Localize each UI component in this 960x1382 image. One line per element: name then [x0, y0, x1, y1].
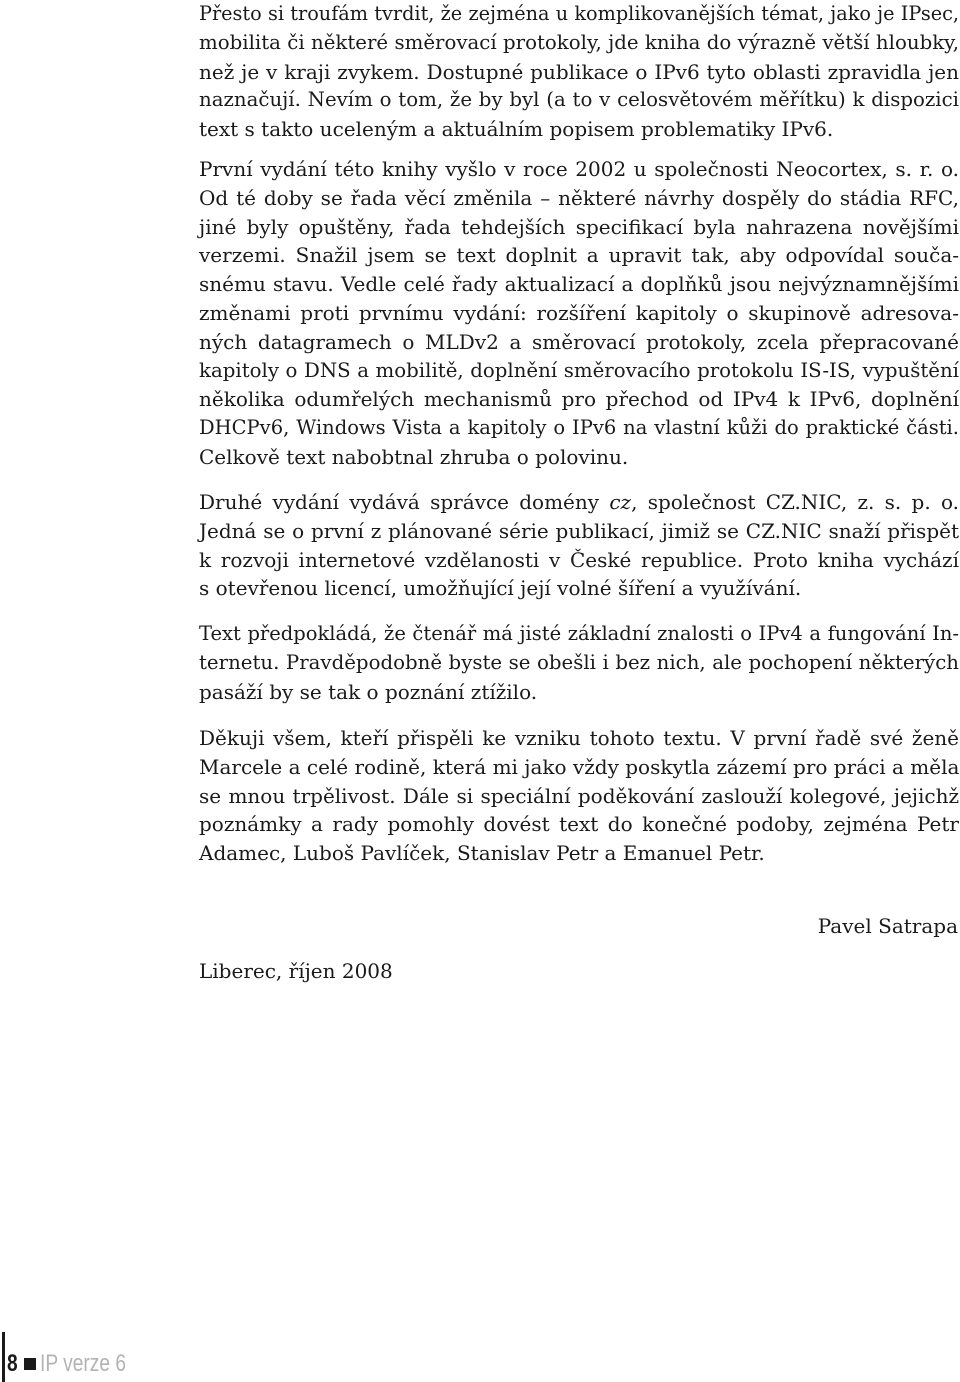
paragraph-3 — [199, 488, 959, 603]
text-line: Marcele a celé rodině, která mi jako vždy poskytla zázemí pro práci a měla — [199, 754, 960, 779]
text-line: kapitoly o DNS a mobilitě, doplnění směrovacího protokolu IS-IS, vypuštění — [199, 358, 959, 382]
text-line: mobilita či některé směrovací protokoly, jde kniha do výrazně větší hloubky, — [199, 30, 959, 54]
text-line: Děkuji všem, kteří přispěli ke vzniku tohoto textu. V první řadě své ženě — [199, 726, 959, 750]
text-line: snému stavu. Vedle celé řady aktualizací a doplňků jsou nejvýznamnějšími — [199, 272, 959, 297]
paragraph-5 — [199, 724, 959, 868]
text-line: Text předpokládá, že čtenář má jisté základní znalosti o IPv4 a fungování In- — [199, 622, 959, 645]
domain-name: cz — [609, 490, 632, 514]
text-line: Jedná se o první z plánované série publikací, jimiž se CZ.NIC snaží přispět — [199, 518, 959, 543]
page-number: 8 — [7, 1350, 18, 1377]
paragraph-4 — [199, 620, 959, 706]
text-line: Od té doby se řada věcí změnila – některé návrhy dospěly do stádia RFC, — [199, 185, 959, 210]
text-line: ternetu. Pravděpodobně byste se obešli i bez nich, ale pochopení některých — [199, 650, 959, 674]
text-line: Celkově text nabobtnal zhruba o polovinu. — [199, 444, 629, 469]
text-line: pasáží by se tak o poznání ztížilo. — [199, 679, 538, 704]
footer-rule — [2, 1332, 5, 1382]
text-line: Druhé vydání vydává správce domény cz, společnost CZ.NIC, z. s. p. o. — [199, 490, 959, 514]
text-line: změnami proti prvnímu vydání: rozšíření kapitoly o skupinově adresova- — [199, 300, 959, 325]
paragraph-1 — [199, 0, 959, 144]
text-line: se mnou trpělivost. Dále si speciální poděkování zaslouží kolegové, jejichž — [199, 783, 959, 808]
square-bullet-icon — [24, 1358, 36, 1370]
text-line: verzemi. Snažil jsem se text doplnit a upravit tak, aby odpovídal souča- — [199, 243, 959, 268]
running-title: IP verze 6 — [40, 1350, 127, 1377]
text-line: Adamec, Luboš Pavlíček, Stanislav Petr a Emanuel Petr. — [199, 841, 765, 866]
text-line: DHCPv6, Windows Vista a kapitoly o IPv6 na vlastní kůži do praktické části. — [199, 416, 959, 440]
place-date: Liberec, říjen 2008 — [199, 959, 393, 983]
text-line: s otevřenou licencí, umožňující její volné šíření a využívání. — [199, 576, 802, 601]
text-line: několika odumřelých mechanismů pro přechod od IPv4 k IPv6, doplnění — [199, 387, 959, 412]
text-line: Přesto si troufám tvrdit, že zejména u komplikovanějších témat, jako je IPsec, — [199, 2, 959, 25]
paragraph-2 — [199, 155, 959, 472]
text-line: naznačují. Nevím o tom, že by byl (a to v celosvětovém měřítku) k dispozici — [199, 88, 959, 112]
text-line: text s takto uceleným a aktuálním popisem problematiky IPv6. — [199, 117, 834, 142]
text-line: k rozvoji internetové vzdělanosti v České republice. Proto kniha vychází — [199, 547, 959, 572]
text-line: jiné byly opuštěny, řada tehdejších specifikací byla nahrazena novějšími — [199, 214, 959, 239]
text-line: První vydání této knihy vyšlo v roce 2002 u společnosti Neocortex, s. r. o. — [199, 157, 959, 181]
text-line: než je v kraji zvykem. Dostupné publikace o IPv6 tyto oblasti zpravidla jen — [199, 59, 959, 84]
text-line: ných datagramech o MLDv2 a směrovací protokoly, zcela přepracované — [199, 329, 959, 354]
author-signature: Pavel Satrapa — [817, 914, 958, 938]
text-line: poznámky a rady pomohly dovést text do konečné podoby, zejména Petr — [199, 812, 959, 837]
